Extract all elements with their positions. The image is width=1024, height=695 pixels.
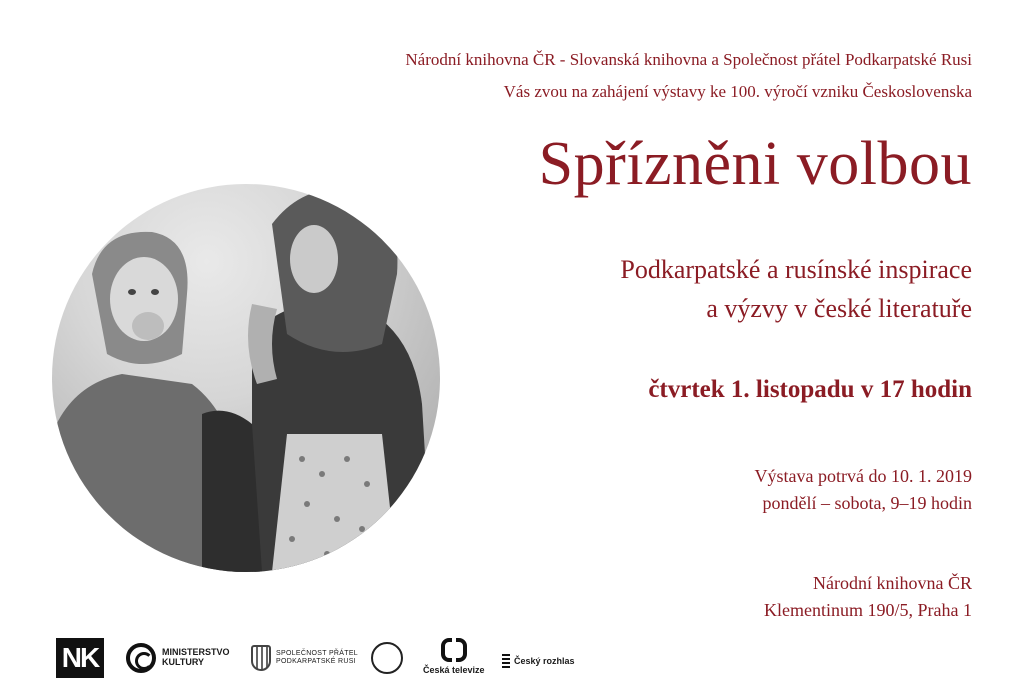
ministry-c-icon: [126, 643, 156, 673]
society-logo: [251, 638, 358, 678]
ct-mark-icon: [441, 638, 467, 662]
cesky-rozhlas-logo: [502, 654, 575, 668]
ministry-of-culture-logo: [126, 638, 230, 678]
opening-hours: pondělí – sobota, 9–19 hodin: [762, 493, 972, 513]
children-photo-illustration: [52, 184, 440, 572]
ceska-televize-label: Česká televize: [423, 665, 485, 675]
organizers-line: Národní knihovna ČR - Slovanská knihovna a Společnost přátel Podkarpatské Rusi: [405, 50, 972, 69]
subtitle-line-1: Podkarpatské a rusínské inspirace: [620, 255, 972, 284]
venue-name: Národní knihovna ČR: [813, 573, 972, 593]
society-crest-icon: [251, 645, 271, 671]
exhibition-title: Spřízněni volbou: [538, 130, 972, 198]
nk-logo: NK: [56, 638, 104, 678]
cr-bars-icon: [502, 654, 510, 668]
invitation-line: Vás zvou na zahájení výstavy ke 100. výročí vzniku Československa: [503, 82, 972, 101]
venue-address: Klementinum 190/5, Praha 1: [764, 600, 972, 620]
cesky-rozhlas-label: Český rozhlas: [514, 656, 575, 666]
exhibition-duration: Výstava potrvá do 10. 1. 2019: [754, 466, 972, 486]
ministry-label: MINISTERSTVO KULTURY: [162, 647, 230, 667]
society-label: SPOLEČNOST PŘÁTEL PODKARPATSKÉ RUSI: [276, 649, 358, 665]
ceska-televize-logo: [423, 638, 485, 678]
opening-date: čtvrtek 1. listopadu v 17 hodin: [648, 376, 972, 403]
partner-logos: [56, 638, 616, 680]
round-seal-logo: [371, 642, 403, 674]
subtitle-line-2: a výzvy v české literatuře: [706, 294, 972, 323]
exhibition-photo: [52, 184, 440, 572]
